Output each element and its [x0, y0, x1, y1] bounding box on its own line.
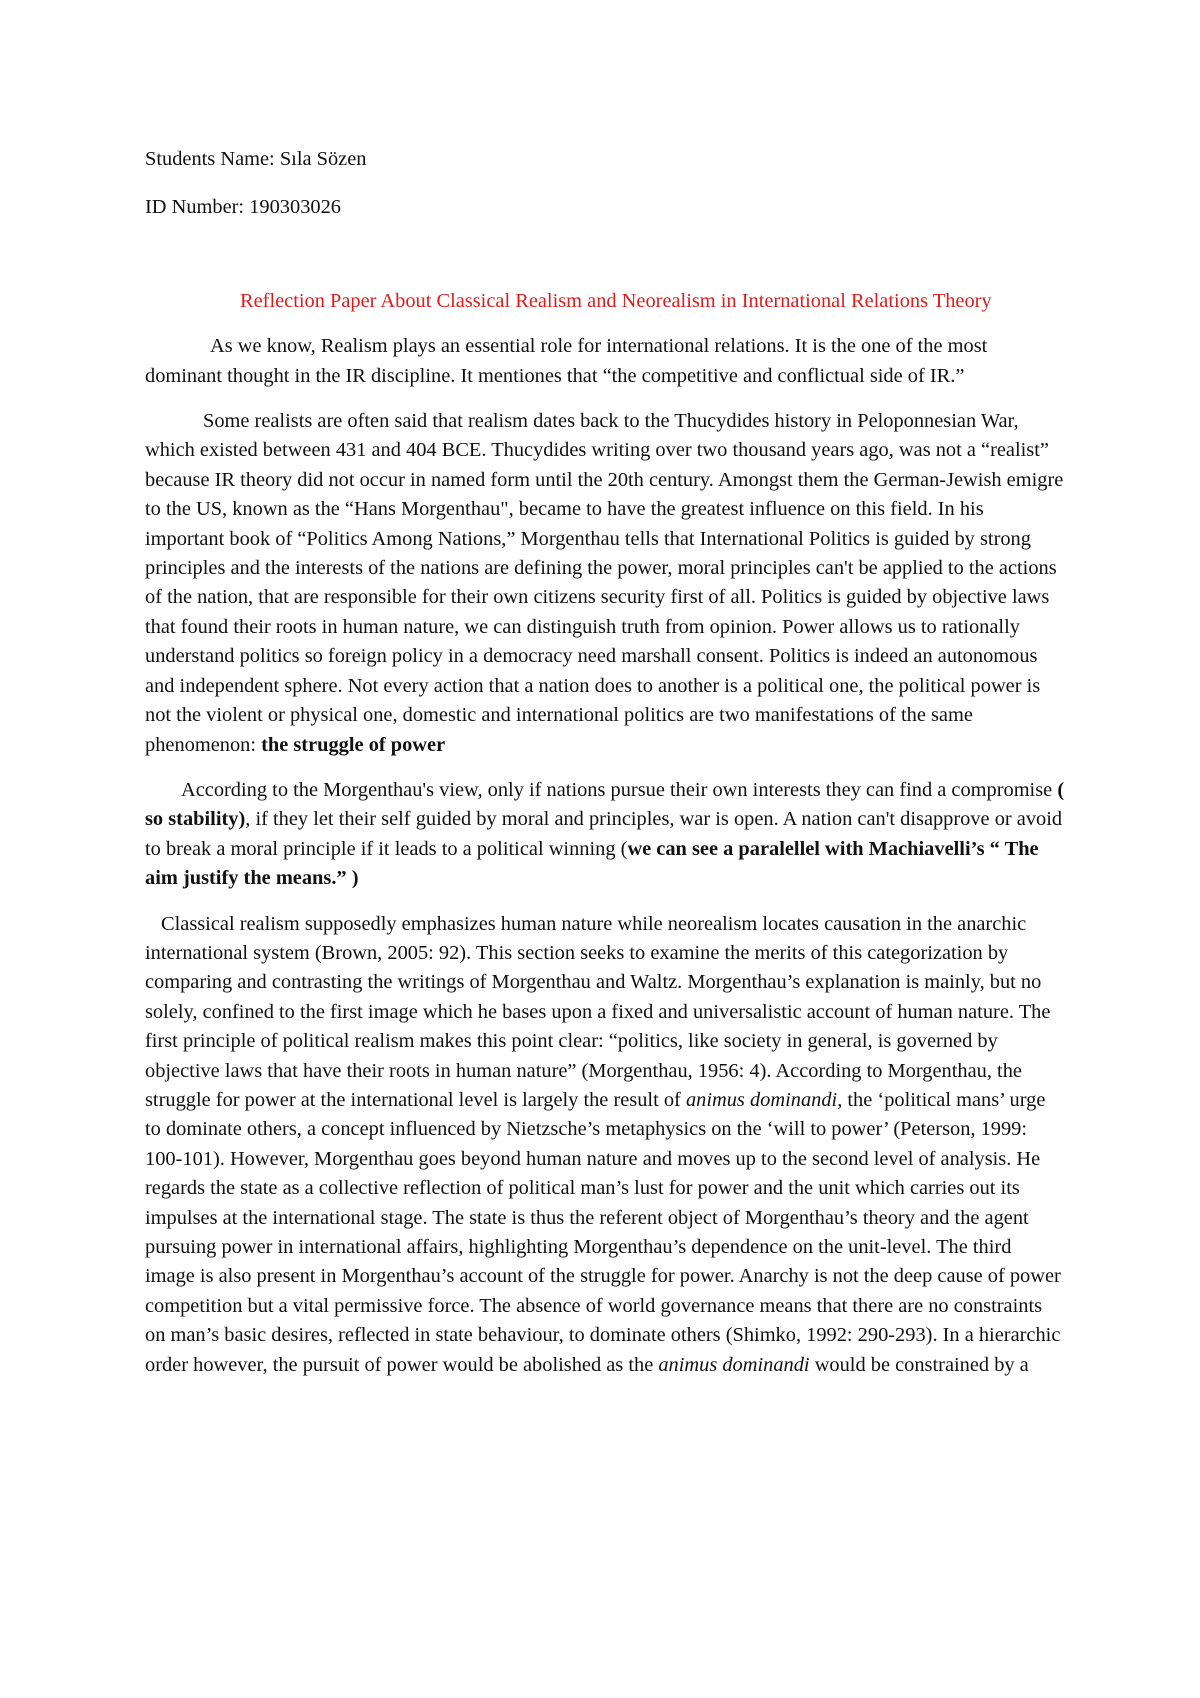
paragraph-4-part1: Classical realism supposedly emphasizes human nature while neorealism locates causation in the anarchic international system (Brown, 2005: 92). This section seeks to examine the merits of this categorization by comparing and contrasting the writings of Morgenthau and Waltz. Morgenthau’s explanation is mainly, but no solely, confined to the first image which he bases upon a fixed and universalistic account of human nature. The first principle of political realism makes this point clear: “politics, like society in general, is governed by objective laws that have their roots in human nature” (Morgenthau, 1956: 4). According to Morgenthau, the struggle for power at the international level is largely the result of	[145, 912, 1051, 1111]
id-number-line	[145, 193, 1065, 222]
paragraph-1: As we know, Realism plays an essential role for international relations. It is the one of the most dominant thought in the IR discipline. It mentiones that “the competitive and conflictual side of IR.”	[145, 335, 988, 387]
paragraph-3	[145, 776, 1065, 894]
paragraph-4-part3: would be constrained by a	[809, 1353, 1029, 1376]
paragraph-3-bold2: we can see a paralellel with Machiavelli’s “ The aim justify the means.” )	[145, 837, 1039, 890]
paragraph-4-italic1: animus dominandi,	[685, 1088, 843, 1111]
paragraph-4-part2: the ‘political mans’ urge to dominate others, a concept influenced by Nietzsche’s metaphysics on the ‘will to power’ (Peterson, 1999: 100-101). However, Morgenthau goes beyond human nature and moves up to the second level of analysis. He regards the state as a collective reflection of political man’s lust for power and the unit which carries out its impulses at the international stage. The state is thus the referent object of Morgenthau’s theory and the agent pursuing power in international affairs, highlighting Morgenthau’s dependence on the unit-level. The third image is also present in Morgenthau’s account of the struggle for power. Anarchy is not the deep cause of power competition but a vital permissive force. The absence of world governance means that there are no constraints on man’s basic desires, reflected in state behaviour, to dominate others (Shimko, 1992: 290-293). In a hierarchic order however, the pursuit of power would be abolished as the	[145, 1088, 1061, 1376]
id-number-label: ID Number:	[145, 196, 245, 219]
paragraph-3-bold1: ( so stability)	[145, 778, 1065, 831]
student-name-line	[145, 145, 1065, 174]
paragraph-3-part2: , if they let their self guided by moral and principles, war is open. A nation can't disapprove or avoid to break a moral principle if it leads to a political winning (	[145, 808, 1063, 860]
student-name-value: Sıla Sözen	[279, 148, 367, 170]
paragraph-4	[145, 910, 1065, 1381]
paragraph-2-bold: the struggle of power	[261, 733, 446, 756]
paragraph-3-part1: According to the Morgenthau's view, only if nations pursue their own interests they can find a compromise	[181, 778, 1058, 801]
paragraph-2	[145, 407, 1065, 760]
id-number-value: 190303026	[249, 196, 341, 219]
document-page	[145, 130, 1065, 1380]
paragraph-4-italic2: animus dominandi	[658, 1353, 810, 1376]
student-name-label: Students Name:	[145, 148, 275, 170]
paragraph-2-text: Some realists are often said that realism dates back to the Thucydides history in Peloponnesian War, which existed between 431 and 404 BCE. Thucydides writing over two thousand years ago, was not a “realist” because IR theory did not occur in named form until the 20th century. Amongst them the German-Jewish emigre to the US, known as the “Hans Morgenthau", became to have the greatest influence on this field. In his important book of “Politics Among Nations,” Morgenthau tells that International Politics is guided by strong principles and the interests of the nations are defining the power, moral principles can't be applied to the actions of the nation, that are responsible for their own citizens security first of all. Politics is guided by objective laws that found their roots in human nature, we can distinguish truth from opinion. Power allows us to rationally understand politics so foreign policy in a democracy need marshall consent. Politics is indeed an autonomous and independent sphere. Not every action that a nation does to another is a political one, the political power is not the violent or physical one, domestic and international politics are two manifestations of the same phenomenon:	[145, 410, 1064, 756]
paper-title: Reflection Paper About Classical Realism and Neorealism in International Relations Theory	[240, 289, 992, 312]
